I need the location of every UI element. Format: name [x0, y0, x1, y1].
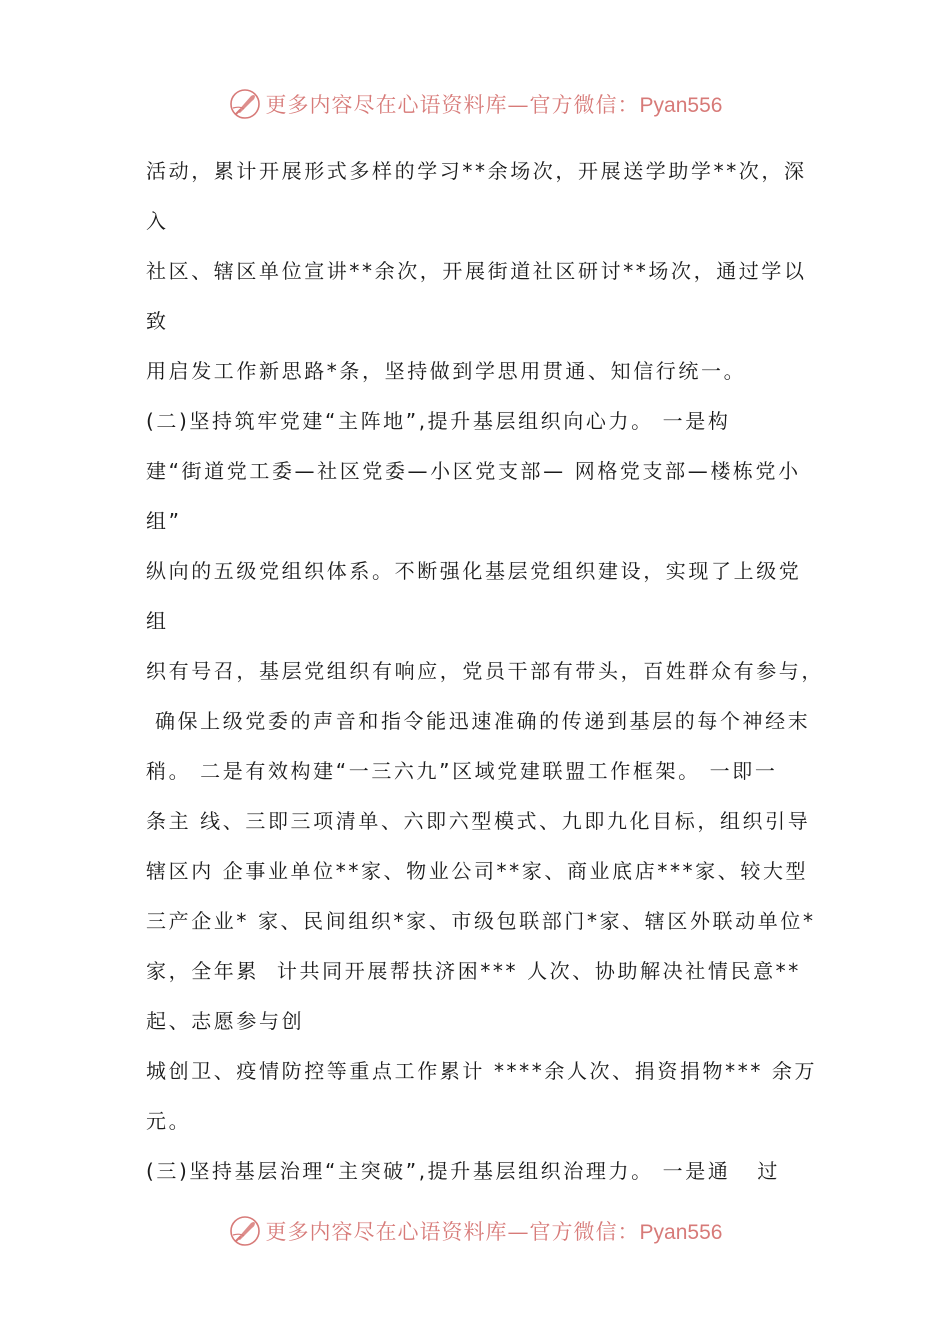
- body-line: 元。: [146, 1109, 192, 1133]
- body-line: 织有号召，基层党组织有响应，党员干部有带头，百姓群众有参与，: [146, 659, 824, 683]
- body-line: 城创卫、疫情防控等重点工作累计 ****余人次、捐资捐物*** 余万: [146, 1059, 818, 1083]
- body-line: 纵向的五级党组织体系。不断强化基层党组织建设，实现了上级党: [146, 559, 802, 583]
- body-line: 用启发工作新思路*条，坚持做到学思用贯通、知信行统一。: [146, 359, 747, 383]
- body-line: 组: [146, 609, 169, 633]
- body-line: 活动，累计开展形式多样的学习**余场次，开展送学助学**次，深: [146, 159, 807, 183]
- body-line: 辖区内 企事业单位**家、物业公司**家、商业底店***家、较大型: [146, 859, 809, 883]
- body-line: 三产企业* 家、民间组织*家、市级包联部门*家、辖区外联动单位*: [146, 909, 816, 933]
- watermark-text: 更多内容尽在心语资料库—官方微信：Pyan556: [265, 1220, 723, 1244]
- quill-logo-icon: [228, 1214, 262, 1248]
- body-line: 起、志愿参与创: [146, 1009, 305, 1033]
- body-line: 条主 线、三即三项清单、六即六型模式、九即九化目标，组织引导: [146, 809, 811, 833]
- header-watermark: [0, 84, 950, 124]
- document-body: [146, 146, 826, 1196]
- body-line: 稍。 二是有效构建“一三六九”区域党建联盟工作框架。 一即一: [146, 759, 778, 783]
- body-line: 社区、辖区单位宣讲**余次，开展街道社区研讨**场次，通过学以: [146, 259, 807, 283]
- body-line: 家，全年累 计共同开展帮扶济困*** 人次、协助解决社情民意**: [146, 959, 801, 983]
- body-line: 组”: [146, 509, 182, 533]
- section-heading-2: (二)坚持筑牢党建“主阵地”,提升基层组织向心力。 一是构: [146, 409, 731, 433]
- quill-logo-icon: [228, 87, 262, 121]
- footer-watermark: [0, 1211, 950, 1251]
- watermark-text: 更多内容尽在心语资料库—官方微信：Pyan556: [265, 93, 723, 117]
- section-heading-3: (三)坚持基层治理“主突破”,提升基层组织治理力。 一是通 过: [146, 1159, 780, 1183]
- body-line: 致: [146, 309, 169, 333]
- body-line: 确保上级党委的声音和指令能迅速准确的传递到基层的每个神经末: [146, 709, 811, 733]
- body-line: 入: [146, 209, 169, 233]
- body-line: 建“街道党工委—社区党委—小区党支部— 网格党支部—楼栋党小: [146, 459, 801, 483]
